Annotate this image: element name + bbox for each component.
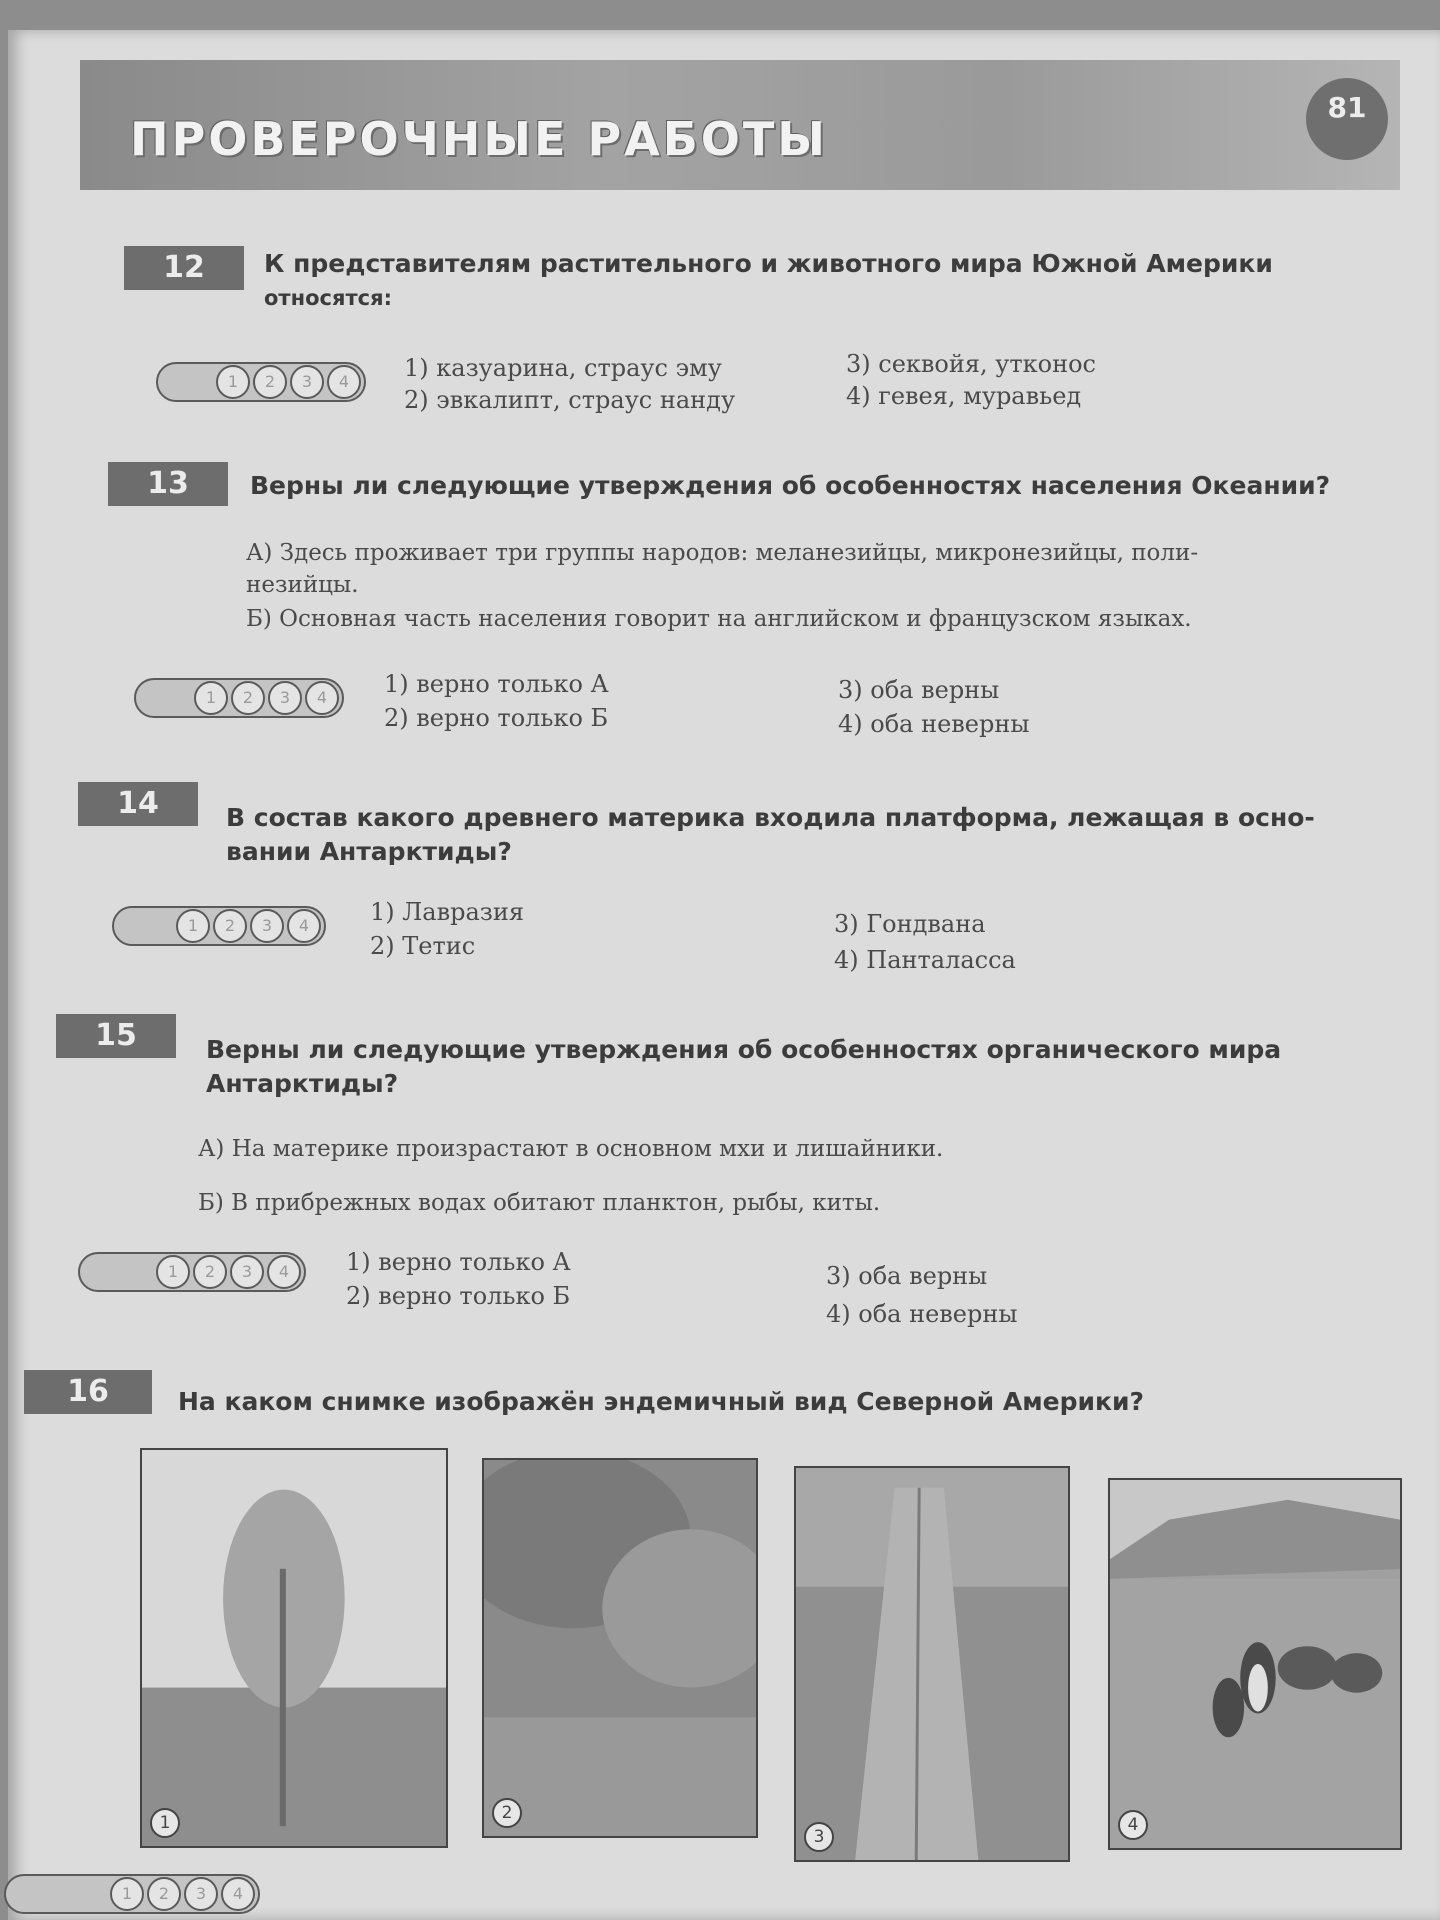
photo-number: 2 [492,1798,522,1828]
penguins-image [1110,1480,1400,1848]
answer-circle[interactable]: 2 [193,1255,227,1289]
task-number-badge: 13 [108,462,228,506]
answer-circle[interactable]: 1 [110,1877,144,1911]
answer-option: 2) эвкалипт, страус нанду [404,386,736,414]
answer-circle[interactable]: 4 [221,1877,255,1911]
answer-option: 3) оба верны [826,1262,988,1290]
answer-circle[interactable]: 3 [250,909,284,943]
answer-circle[interactable]: 3 [290,365,324,399]
photo-savanna[interactable] [482,1458,758,1838]
task-number-badge: 12 [124,246,244,290]
answer-circle[interactable]: 1 [176,909,210,943]
answer-circle[interactable]: 1 [216,365,250,399]
birch-tree-image [142,1450,446,1846]
question-line: К представителям растительного и животного мира Южной Америки [264,249,1273,278]
answer-option: 3) Гондвана [834,910,986,938]
answer-option: 3) оба верны [838,676,1000,704]
statement-line: Б) Основная часть населения говорит на английском и французском языках. [246,606,1192,632]
answer-option: 1) казуарина, страус эму [404,354,722,382]
task-number-badge: 16 [24,1370,152,1414]
answer-box[interactable] [112,906,326,946]
question-line: На каком снимке изображён эндемичный вид Северной Америки? [178,1387,1145,1416]
photo-number: 3 [804,1822,834,1852]
sequoia-trunk-image [796,1468,1068,1860]
answer-box[interactable] [78,1252,306,1292]
question-line: Верны ли следующие утверждения об особенностях населения Океании? [250,471,1331,500]
answer-box[interactable] [134,678,344,718]
answer-circle[interactable]: 3 [268,681,302,715]
answer-circle[interactable]: 3 [184,1877,218,1911]
answer-option: 1) верно только А [346,1248,571,1276]
photo-number: 4 [1118,1810,1148,1840]
statement-line: А) Здесь проживает три группы народов: меланезийцы, микронезийцы, поли- [246,540,1199,566]
answer-option: 4) Панталасса [834,946,1016,974]
question-line: относятся: [264,286,392,310]
statement-line: А) На материке произрастают в основном мхи и лишайники. [198,1136,944,1162]
question-line: вании Антарктиды? [226,837,512,866]
answer-option: 2) Тетис [370,932,476,960]
answer-option: 3) секвойя, утконос [846,350,1096,378]
answer-circle[interactable]: 4 [287,909,321,943]
answer-circle[interactable]: 4 [327,365,361,399]
answer-circle[interactable]: 2 [147,1877,181,1911]
answer-circle[interactable]: 2 [231,681,265,715]
answer-circle[interactable]: 1 [156,1255,190,1289]
task-number-badge: 15 [56,1014,176,1058]
savanna-image [484,1460,756,1836]
answer-box[interactable] [156,362,366,402]
section-title: ПРОВЕРОЧНЫЕ РАБОТЫ [130,112,828,166]
statement-line: незийцы. [246,572,359,598]
answer-option: 2) верно только Б [346,1282,571,1310]
question-line: Антарктиды? [206,1069,399,1098]
task-number-badge: 14 [78,782,198,826]
page-number: 81 [1306,78,1388,160]
answer-circle[interactable]: 2 [253,365,287,399]
answer-option: 1) Лавразия [370,898,525,926]
photo-birch-tree[interactable] [140,1448,448,1848]
photo-sequoia-trunk[interactable] [794,1466,1070,1862]
answer-option: 4) оба неверны [826,1300,1018,1328]
answer-option: 4) гевея, муравьед [846,382,1082,410]
answer-circle[interactable]: 4 [305,681,339,715]
photo-number: 1 [150,1808,180,1838]
answer-circle[interactable]: 4 [267,1255,301,1289]
answer-option: 4) оба неверны [838,710,1030,738]
answer-circle[interactable]: 2 [213,909,247,943]
answer-circle[interactable]: 3 [230,1255,264,1289]
question-line: Верны ли следующие утверждения об особенностях органического мира [206,1035,1282,1064]
answer-option: 2) верно только Б [384,704,609,732]
statement-line: Б) В прибрежных водах обитают планктон, рыбы, киты. [198,1190,881,1216]
answer-box[interactable] [4,1874,260,1914]
photo-penguins[interactable] [1108,1478,1402,1850]
answer-option: 1) верно только А [384,670,609,698]
answer-circle[interactable]: 1 [194,681,228,715]
question-line: В состав какого древнего материка входила платформа, лежащая в осно- [226,803,1315,832]
